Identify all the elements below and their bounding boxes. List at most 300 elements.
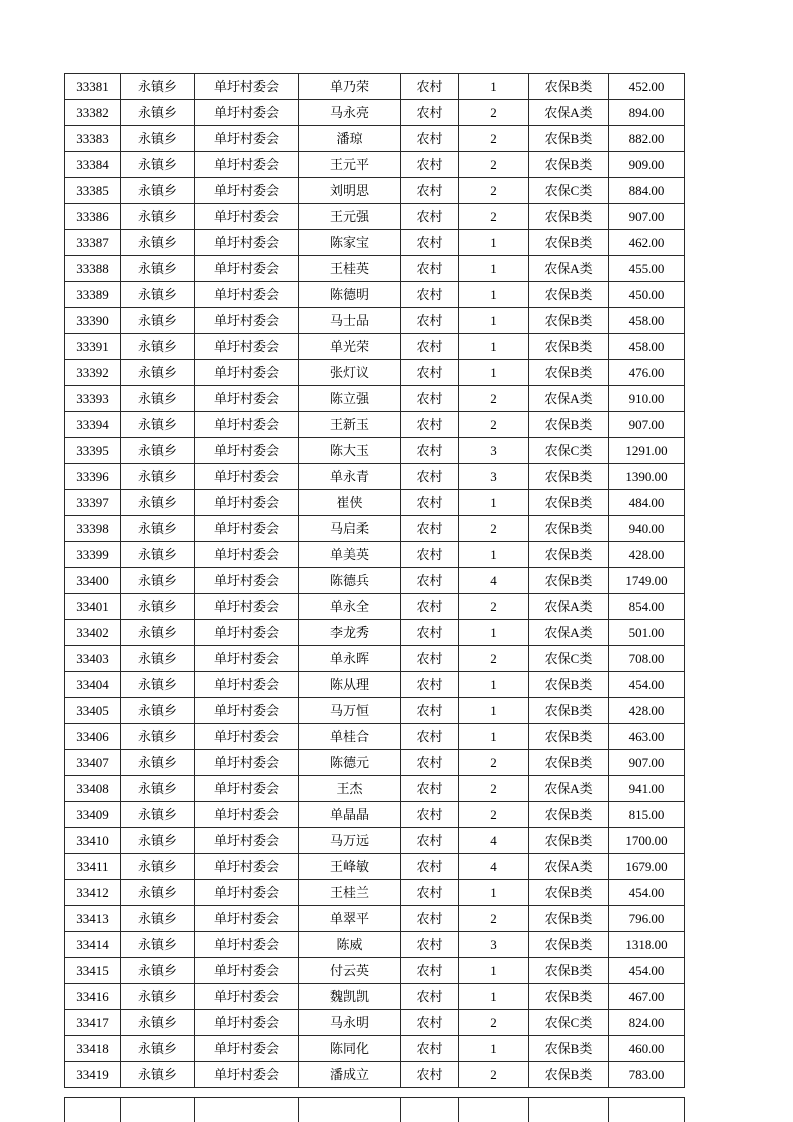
table-row bbox=[65, 958, 685, 984]
table-cell-person-count bbox=[459, 1098, 529, 1122]
table-cell-id: 33393 bbox=[65, 386, 121, 412]
table-cell-person-count: 1 bbox=[459, 256, 529, 282]
table-cell-id: 33418 bbox=[65, 1036, 121, 1062]
table-cell-amount: 1700.00 bbox=[609, 828, 685, 854]
table-cell-id: 33391 bbox=[65, 334, 121, 360]
table-cell-amount: 1679.00 bbox=[609, 854, 685, 880]
table-cell-id: 33383 bbox=[65, 126, 121, 152]
table-cell-amount: 783.00 bbox=[609, 1062, 685, 1088]
table-cell-insurance-category: 农保B类 bbox=[529, 1036, 609, 1062]
table-cell-resident-type: 农村 bbox=[401, 568, 459, 594]
table-cell-insurance-category: 农保B类 bbox=[529, 516, 609, 542]
table-cell-village-committee: 单圩村委会 bbox=[195, 698, 299, 724]
table-cell-name: 魏凯凯 bbox=[299, 984, 401, 1010]
table-cell-township: 永镇乡 bbox=[121, 74, 195, 100]
table-cell-person-count: 2 bbox=[459, 204, 529, 230]
table-row bbox=[65, 516, 685, 542]
table-row bbox=[65, 464, 685, 490]
table-cell-id: 33394 bbox=[65, 412, 121, 438]
table-cell-amount: 455.00 bbox=[609, 256, 685, 282]
table-cell-resident-type: 农村 bbox=[401, 750, 459, 776]
table-cell-person-count: 1 bbox=[459, 984, 529, 1010]
table-cell-person-count: 4 bbox=[459, 828, 529, 854]
table-row bbox=[65, 1010, 685, 1036]
table-cell-name: 陈德元 bbox=[299, 750, 401, 776]
table-cell-insurance-category: 农保B类 bbox=[529, 282, 609, 308]
table-cell-amount: 428.00 bbox=[609, 698, 685, 724]
table-cell-person-count: 1 bbox=[459, 880, 529, 906]
table-cell-name: 陈德明 bbox=[299, 282, 401, 308]
table-cell-id: 33392 bbox=[65, 360, 121, 386]
table-cell-name: 崔侠 bbox=[299, 490, 401, 516]
table-cell-resident-type: 农村 bbox=[401, 594, 459, 620]
table-cell-insurance-category: 农保A类 bbox=[529, 256, 609, 282]
table-cell-resident-type: 农村 bbox=[401, 256, 459, 282]
table-cell-township: 永镇乡 bbox=[121, 672, 195, 698]
table-cell-township: 永镇乡 bbox=[121, 126, 195, 152]
table-cell-insurance-category: 农保B类 bbox=[529, 74, 609, 100]
table-cell-person-count: 1 bbox=[459, 230, 529, 256]
table-cell-insurance-category: 农保B类 bbox=[529, 724, 609, 750]
table-cell-name: 马万恒 bbox=[299, 698, 401, 724]
table-cell-resident-type: 农村 bbox=[401, 620, 459, 646]
table-cell-name: 马士品 bbox=[299, 308, 401, 334]
table-cell-person-count: 2 bbox=[459, 516, 529, 542]
table-cell-name: 王元平 bbox=[299, 152, 401, 178]
table-cell-amount: 458.00 bbox=[609, 308, 685, 334]
table-cell-person-count: 1 bbox=[459, 74, 529, 100]
table-cell-village-committee: 单圩村委会 bbox=[195, 854, 299, 880]
table-cell-person-count: 4 bbox=[459, 854, 529, 880]
table-cell-village-committee: 单圩村委会 bbox=[195, 750, 299, 776]
table-row bbox=[65, 490, 685, 516]
table-cell-name: 陈家宝 bbox=[299, 230, 401, 256]
table-cell-id: 33401 bbox=[65, 594, 121, 620]
table-cell-name: 刘明思 bbox=[299, 178, 401, 204]
table-cell-village-committee: 单圩村委会 bbox=[195, 646, 299, 672]
table-cell-village-committee: 单圩村委会 bbox=[195, 906, 299, 932]
table-cell-resident-type: 农村 bbox=[401, 204, 459, 230]
table-cell-resident-type: 农村 bbox=[401, 126, 459, 152]
table-row bbox=[65, 984, 685, 1010]
table-cell-name: 王峰敏 bbox=[299, 854, 401, 880]
table-cell-resident-type: 农村 bbox=[401, 308, 459, 334]
table-cell-amount: 428.00 bbox=[609, 542, 685, 568]
table-row bbox=[65, 542, 685, 568]
table-cell-id: 33381 bbox=[65, 74, 121, 100]
table-cell-village-committee bbox=[195, 1098, 299, 1122]
table-cell-resident-type bbox=[401, 1098, 459, 1122]
table-cell-resident-type: 农村 bbox=[401, 360, 459, 386]
table-cell-amount: 882.00 bbox=[609, 126, 685, 152]
table-cell-amount: 907.00 bbox=[609, 412, 685, 438]
table-cell-amount: 454.00 bbox=[609, 958, 685, 984]
table-cell-resident-type: 农村 bbox=[401, 438, 459, 464]
table-cell-insurance-category: 农保B类 bbox=[529, 412, 609, 438]
table-cell-amount: 708.00 bbox=[609, 646, 685, 672]
table-cell-person-count: 1 bbox=[459, 490, 529, 516]
table-cell-resident-type: 农村 bbox=[401, 178, 459, 204]
table-cell-id: 33390 bbox=[65, 308, 121, 334]
table-cell-insurance-category: 农保B类 bbox=[529, 750, 609, 776]
table-cell-person-count: 2 bbox=[459, 152, 529, 178]
table-cell-amount: 454.00 bbox=[609, 672, 685, 698]
table-cell-insurance-category: 农保B类 bbox=[529, 958, 609, 984]
table-row bbox=[65, 386, 685, 412]
table-cell-id: 33408 bbox=[65, 776, 121, 802]
table-cell-amount: 454.00 bbox=[609, 880, 685, 906]
table-cell-resident-type: 农村 bbox=[401, 74, 459, 100]
table-cell-insurance-category: 农保B类 bbox=[529, 360, 609, 386]
table-cell-township: 永镇乡 bbox=[121, 828, 195, 854]
table-cell-person-count: 2 bbox=[459, 178, 529, 204]
table-cell-village-committee: 单圩村委会 bbox=[195, 802, 299, 828]
table-cell-resident-type: 农村 bbox=[401, 516, 459, 542]
table-cell-insurance-category: 农保B类 bbox=[529, 464, 609, 490]
table-cell-village-committee: 单圩村委会 bbox=[195, 256, 299, 282]
table-cell-township: 永镇乡 bbox=[121, 594, 195, 620]
table-cell-resident-type: 农村 bbox=[401, 724, 459, 750]
table-row bbox=[65, 282, 685, 308]
table-cell-township: 永镇乡 bbox=[121, 412, 195, 438]
table-cell-amount: 910.00 bbox=[609, 386, 685, 412]
next-page-partial-row-table bbox=[64, 1097, 685, 1122]
table-cell-resident-type: 农村 bbox=[401, 152, 459, 178]
table-cell-id: 33409 bbox=[65, 802, 121, 828]
table-cell-person-count: 2 bbox=[459, 802, 529, 828]
table-cell-person-count: 2 bbox=[459, 906, 529, 932]
table-cell-person-count: 3 bbox=[459, 438, 529, 464]
table-cell-name: 王桂兰 bbox=[299, 880, 401, 906]
table-cell-village-committee: 单圩村委会 bbox=[195, 984, 299, 1010]
table-cell-person-count: 1 bbox=[459, 672, 529, 698]
table-cell-person-count: 2 bbox=[459, 126, 529, 152]
table-cell-resident-type: 农村 bbox=[401, 490, 459, 516]
table-cell-resident-type: 农村 bbox=[401, 282, 459, 308]
table-cell-village-committee: 单圩村委会 bbox=[195, 568, 299, 594]
table-cell-amount bbox=[609, 1098, 685, 1122]
table-cell-amount: 1749.00 bbox=[609, 568, 685, 594]
table-row bbox=[65, 360, 685, 386]
table-row bbox=[65, 256, 685, 282]
table-cell-insurance-category: 农保B类 bbox=[529, 802, 609, 828]
table-cell-id: 33399 bbox=[65, 542, 121, 568]
table-cell-township: 永镇乡 bbox=[121, 152, 195, 178]
table-cell-amount: 884.00 bbox=[609, 178, 685, 204]
table-cell-person-count: 1 bbox=[459, 542, 529, 568]
table-cell-township: 永镇乡 bbox=[121, 750, 195, 776]
table-cell-insurance-category: 农保B类 bbox=[529, 828, 609, 854]
table-cell-person-count: 1 bbox=[459, 360, 529, 386]
table-cell-township: 永镇乡 bbox=[121, 204, 195, 230]
table-cell-insurance-category bbox=[529, 1098, 609, 1122]
table-cell-name: 陈德兵 bbox=[299, 568, 401, 594]
table-cell-person-count: 1 bbox=[459, 620, 529, 646]
table-cell-name bbox=[299, 1098, 401, 1122]
table-cell-person-count: 2 bbox=[459, 386, 529, 412]
table-cell-insurance-category: 农保B类 bbox=[529, 1062, 609, 1088]
table-cell-person-count: 3 bbox=[459, 464, 529, 490]
table-cell-village-committee: 单圩村委会 bbox=[195, 152, 299, 178]
table-cell-township: 永镇乡 bbox=[121, 932, 195, 958]
table-cell-village-committee: 单圩村委会 bbox=[195, 828, 299, 854]
table-row bbox=[65, 802, 685, 828]
table-cell-resident-type: 农村 bbox=[401, 1062, 459, 1088]
table-cell-name: 陈威 bbox=[299, 932, 401, 958]
table-cell-name: 马永明 bbox=[299, 1010, 401, 1036]
table-cell-insurance-category: 农保C类 bbox=[529, 1010, 609, 1036]
table-cell-person-count: 2 bbox=[459, 750, 529, 776]
table-cell-resident-type: 农村 bbox=[401, 958, 459, 984]
table-cell-id: 33404 bbox=[65, 672, 121, 698]
table-cell-village-committee: 单圩村委会 bbox=[195, 542, 299, 568]
table-cell-insurance-category: 农保A类 bbox=[529, 854, 609, 880]
table-cell-name: 陈立强 bbox=[299, 386, 401, 412]
table-cell-insurance-category: 农保A类 bbox=[529, 776, 609, 802]
table-cell-insurance-category: 农保A类 bbox=[529, 386, 609, 412]
table-row bbox=[65, 74, 685, 100]
table-cell-id: 33389 bbox=[65, 282, 121, 308]
table-cell-township: 永镇乡 bbox=[121, 1062, 195, 1088]
table-cell-amount: 501.00 bbox=[609, 620, 685, 646]
table-cell-insurance-category: 农保A类 bbox=[529, 594, 609, 620]
table-cell-village-committee: 单圩村委会 bbox=[195, 1062, 299, 1088]
table-cell-township bbox=[121, 1098, 195, 1122]
table-cell-township: 永镇乡 bbox=[121, 698, 195, 724]
table-cell-name: 单永全 bbox=[299, 594, 401, 620]
table-row-partial bbox=[65, 1098, 685, 1122]
table-cell-resident-type: 农村 bbox=[401, 698, 459, 724]
table-cell-insurance-category: 农保B类 bbox=[529, 126, 609, 152]
table-cell-township: 永镇乡 bbox=[121, 308, 195, 334]
table-cell-township: 永镇乡 bbox=[121, 620, 195, 646]
table-cell-township: 永镇乡 bbox=[121, 256, 195, 282]
table-cell-village-committee: 单圩村委会 bbox=[195, 516, 299, 542]
table-cell-id: 33411 bbox=[65, 854, 121, 880]
table-cell-resident-type: 农村 bbox=[401, 802, 459, 828]
table-cell-village-committee: 单圩村委会 bbox=[195, 74, 299, 100]
table-cell-amount: 484.00 bbox=[609, 490, 685, 516]
table-cell-name: 单乃荣 bbox=[299, 74, 401, 100]
table-cell-name: 马永亮 bbox=[299, 100, 401, 126]
table-cell-village-committee: 单圩村委会 bbox=[195, 386, 299, 412]
table-cell-resident-type: 农村 bbox=[401, 412, 459, 438]
table-cell-amount: 940.00 bbox=[609, 516, 685, 542]
table-cell-resident-type: 农村 bbox=[401, 542, 459, 568]
table-cell-amount: 854.00 bbox=[609, 594, 685, 620]
table-cell-name: 潘成立 bbox=[299, 1062, 401, 1088]
table-cell-person-count: 1 bbox=[459, 698, 529, 724]
table-row bbox=[65, 438, 685, 464]
table-cell-village-committee: 单圩村委会 bbox=[195, 308, 299, 334]
table-cell-resident-type: 农村 bbox=[401, 932, 459, 958]
table-row bbox=[65, 646, 685, 672]
table-cell-township: 永镇乡 bbox=[121, 802, 195, 828]
table-cell-name: 单美英 bbox=[299, 542, 401, 568]
table-cell-amount: 450.00 bbox=[609, 282, 685, 308]
table-cell-township: 永镇乡 bbox=[121, 178, 195, 204]
table-cell-amount: 907.00 bbox=[609, 750, 685, 776]
table-cell-name: 单光荣 bbox=[299, 334, 401, 360]
table-row bbox=[65, 230, 685, 256]
table-cell-village-committee: 单圩村委会 bbox=[195, 412, 299, 438]
table-cell-insurance-category: 农保B类 bbox=[529, 204, 609, 230]
table-cell-insurance-category: 农保B类 bbox=[529, 906, 609, 932]
table-cell-amount: 1390.00 bbox=[609, 464, 685, 490]
table-cell-id: 33406 bbox=[65, 724, 121, 750]
table-row bbox=[65, 412, 685, 438]
table-cell-township: 永镇乡 bbox=[121, 230, 195, 256]
table-cell-resident-type: 农村 bbox=[401, 230, 459, 256]
table-cell-township: 永镇乡 bbox=[121, 776, 195, 802]
table-cell-resident-type: 农村 bbox=[401, 854, 459, 880]
table-row bbox=[65, 776, 685, 802]
table-cell-township: 永镇乡 bbox=[121, 724, 195, 750]
table-cell-person-count: 1 bbox=[459, 958, 529, 984]
table-cell-amount: 1318.00 bbox=[609, 932, 685, 958]
table-cell-township: 永镇乡 bbox=[121, 464, 195, 490]
table-cell-name: 单永晖 bbox=[299, 646, 401, 672]
table-cell-person-count: 2 bbox=[459, 646, 529, 672]
table-cell-insurance-category: 农保B类 bbox=[529, 308, 609, 334]
table-cell-id: 33407 bbox=[65, 750, 121, 776]
table-cell-id: 33405 bbox=[65, 698, 121, 724]
table-cell-amount: 458.00 bbox=[609, 334, 685, 360]
table-cell-id: 33413 bbox=[65, 906, 121, 932]
table-row bbox=[65, 932, 685, 958]
table-cell-person-count: 2 bbox=[459, 776, 529, 802]
table-row bbox=[65, 100, 685, 126]
table-cell-resident-type: 农村 bbox=[401, 880, 459, 906]
table-cell-township: 永镇乡 bbox=[121, 568, 195, 594]
table-cell-person-count: 4 bbox=[459, 568, 529, 594]
table-cell-township: 永镇乡 bbox=[121, 360, 195, 386]
table-cell-person-count: 3 bbox=[459, 932, 529, 958]
table-cell-id: 33395 bbox=[65, 438, 121, 464]
table-cell-village-committee: 单圩村委会 bbox=[195, 464, 299, 490]
table-cell-id: 33415 bbox=[65, 958, 121, 984]
table-row bbox=[65, 204, 685, 230]
table-row bbox=[65, 750, 685, 776]
table-cell-insurance-category: 农保B类 bbox=[529, 880, 609, 906]
table-cell-amount: 894.00 bbox=[609, 100, 685, 126]
table-cell-person-count: 1 bbox=[459, 282, 529, 308]
table-cell-resident-type: 农村 bbox=[401, 984, 459, 1010]
table-cell-id: 33396 bbox=[65, 464, 121, 490]
table-cell-village-committee: 单圩村委会 bbox=[195, 360, 299, 386]
insurance-roster-table bbox=[64, 73, 685, 1088]
table-cell-township: 永镇乡 bbox=[121, 542, 195, 568]
table-cell-id: 33382 bbox=[65, 100, 121, 126]
table-cell-resident-type: 农村 bbox=[401, 776, 459, 802]
table-cell-resident-type: 农村 bbox=[401, 334, 459, 360]
table-row bbox=[65, 698, 685, 724]
table-cell-village-committee: 单圩村委会 bbox=[195, 724, 299, 750]
table-cell-resident-type: 农村 bbox=[401, 906, 459, 932]
table-cell-resident-type: 农村 bbox=[401, 646, 459, 672]
table-cell-name: 单翠平 bbox=[299, 906, 401, 932]
table-cell-name: 王桂英 bbox=[299, 256, 401, 282]
table-cell-village-committee: 单圩村委会 bbox=[195, 880, 299, 906]
table-cell-person-count: 2 bbox=[459, 412, 529, 438]
table-row bbox=[65, 594, 685, 620]
table-cell-id: 33388 bbox=[65, 256, 121, 282]
table-cell-township: 永镇乡 bbox=[121, 100, 195, 126]
table-cell-insurance-category: 农保B类 bbox=[529, 984, 609, 1010]
table-row bbox=[65, 1062, 685, 1088]
table-row bbox=[65, 308, 685, 334]
table-cell-id: 33417 bbox=[65, 1010, 121, 1036]
table-row bbox=[65, 126, 685, 152]
table-cell-amount: 476.00 bbox=[609, 360, 685, 386]
table-cell-person-count: 2 bbox=[459, 1010, 529, 1036]
table-cell-township: 永镇乡 bbox=[121, 880, 195, 906]
table-cell-resident-type: 农村 bbox=[401, 1010, 459, 1036]
table-cell-person-count: 2 bbox=[459, 594, 529, 620]
table-cell-village-committee: 单圩村委会 bbox=[195, 594, 299, 620]
table-cell-village-committee: 单圩村委会 bbox=[195, 334, 299, 360]
table-cell-township: 永镇乡 bbox=[121, 1036, 195, 1062]
table-row bbox=[65, 672, 685, 698]
table-cell-insurance-category: 农保C类 bbox=[529, 438, 609, 464]
table-cell-name: 单桂合 bbox=[299, 724, 401, 750]
table-cell-amount: 824.00 bbox=[609, 1010, 685, 1036]
table-cell-name: 李龙秀 bbox=[299, 620, 401, 646]
table-cell-id: 33402 bbox=[65, 620, 121, 646]
table-cell-id: 33403 bbox=[65, 646, 121, 672]
table-cell-id: 33387 bbox=[65, 230, 121, 256]
table-cell-village-committee: 单圩村委会 bbox=[195, 230, 299, 256]
table-cell-id: 33386 bbox=[65, 204, 121, 230]
table-cell-name: 王元强 bbox=[299, 204, 401, 230]
table-cell-id: 33412 bbox=[65, 880, 121, 906]
table-cell-name: 张灯议 bbox=[299, 360, 401, 386]
table-cell-village-committee: 单圩村委会 bbox=[195, 204, 299, 230]
table-cell-insurance-category: 农保C类 bbox=[529, 178, 609, 204]
table-cell-name: 付云英 bbox=[299, 958, 401, 984]
table-row bbox=[65, 178, 685, 204]
table-cell-resident-type: 农村 bbox=[401, 464, 459, 490]
table-cell-insurance-category: 农保B类 bbox=[529, 568, 609, 594]
table-cell-name: 马启柔 bbox=[299, 516, 401, 542]
table-cell-name: 单晶晶 bbox=[299, 802, 401, 828]
table-cell-resident-type: 农村 bbox=[401, 386, 459, 412]
table-cell-amount: 909.00 bbox=[609, 152, 685, 178]
table-cell-village-committee: 单圩村委会 bbox=[195, 776, 299, 802]
table-cell-person-count: 1 bbox=[459, 308, 529, 334]
table-cell-amount: 907.00 bbox=[609, 204, 685, 230]
table-cell-village-committee: 单圩村委会 bbox=[195, 620, 299, 646]
table-cell-township: 永镇乡 bbox=[121, 334, 195, 360]
table-cell-township: 永镇乡 bbox=[121, 854, 195, 880]
table-cell-amount: 1291.00 bbox=[609, 438, 685, 464]
table-cell-township: 永镇乡 bbox=[121, 984, 195, 1010]
table-body bbox=[65, 74, 685, 1088]
table-cell-amount: 462.00 bbox=[609, 230, 685, 256]
table-cell-person-count: 1 bbox=[459, 724, 529, 750]
table-cell-insurance-category: 农保B类 bbox=[529, 334, 609, 360]
table-row bbox=[65, 152, 685, 178]
table-cell-insurance-category: 农保B类 bbox=[529, 542, 609, 568]
table-cell-resident-type: 农村 bbox=[401, 1036, 459, 1062]
table-cell-amount: 463.00 bbox=[609, 724, 685, 750]
table-row bbox=[65, 828, 685, 854]
table-cell-name: 陈同化 bbox=[299, 1036, 401, 1062]
table-cell-insurance-category: 农保A类 bbox=[529, 620, 609, 646]
table-row bbox=[65, 724, 685, 750]
table-cell-id: 33398 bbox=[65, 516, 121, 542]
table-cell-id: 33385 bbox=[65, 178, 121, 204]
